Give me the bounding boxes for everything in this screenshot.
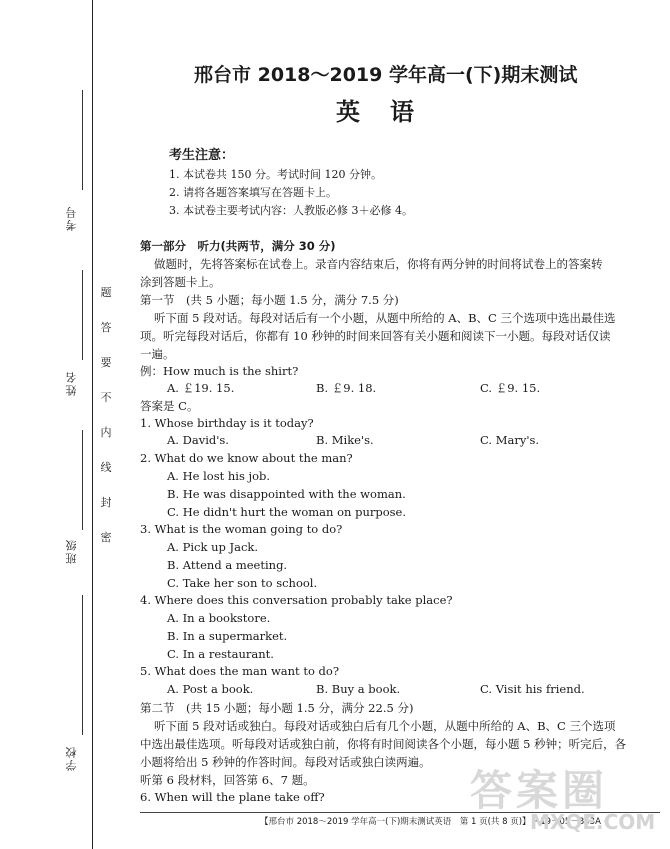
binding-margin (0, 0, 130, 849)
q1-option-b: B. Mike's. (316, 433, 374, 447)
kaohao-field (52, 205, 92, 265)
section2-material: 听第 6 段材料，回答第 6、7 题。 (140, 773, 315, 787)
notice-item: 1. 本试卷共 150 分。考试时间 120 分钟。 (169, 168, 382, 181)
xingming-underline-area (52, 270, 92, 360)
seal-char: 答 (100, 321, 112, 334)
section2-title: 第二节 (共 15 小题；每小题 1.5 分，满分 22.5 分) (140, 701, 414, 715)
q5-option-c: C. Visit his friend. (480, 682, 585, 696)
section1-instruction: 一遍。 (140, 347, 175, 361)
xingming-field (52, 370, 92, 410)
seal-char: 线 (100, 461, 112, 474)
seal-char: 不 (100, 391, 112, 404)
watermark-logo: 答案圈 (470, 766, 609, 815)
section1-title: 第一节 (共 5 小题；每小题 1.5 分，满分 7.5 分) (140, 293, 399, 307)
example-option-a: A. ￡19. 15. (167, 381, 235, 395)
q4-option-c: C. In a restaurant. (167, 647, 274, 661)
example-question: 例：How much is the shirt? (140, 364, 299, 378)
xingming-label: 姓名 (65, 370, 78, 396)
section1-instruction: 项。听完每段对话后，你都有 10 秒钟的时间来回答有关小题和阅读下一小题。每段对话仅读 (140, 329, 611, 343)
question-4: 4. Where does this conversation probably take place? (140, 593, 453, 607)
footer-text: 【邢台市 2018～2019 学年高一(下)期末测试英语 第 1 页(共 8 页)】 · 19－05－353A · (260, 817, 607, 827)
xuexiao-underline-area (52, 595, 92, 735)
section2-instruction: 听下面 5 段对话或独白。每段对话或独白后有几个小题，从题中所给的 A、B、C 三个选项 (154, 719, 616, 733)
part1-title: 第一部分 听力(共两节，满分 30 分) (140, 239, 336, 253)
notice-title: 考生注意： (169, 148, 235, 163)
part1-intro: 涂到答题卡上。 (140, 275, 221, 289)
seal-notice (98, 285, 114, 565)
example-option-b: B. ￡9. 18. (316, 381, 377, 395)
example-answer: 答案是 C。 (140, 399, 199, 413)
exam-subject: 英语 (336, 98, 444, 126)
section2-instruction: 中选出最佳选项。听每段对话或独白前，你将有时间阅读各个小题，每小题 5 秒钟；听完后，各 (140, 737, 627, 751)
banji-label: 班级 (65, 538, 78, 564)
q5-option-b: B. Buy a book. (316, 682, 401, 696)
binding-line (92, 0, 93, 849)
q4-option-a: A. In a bookstore. (167, 611, 271, 625)
seal-char: 密 (100, 531, 112, 544)
q5-option-a: A. Post a book. (167, 682, 254, 696)
question-2: 2. What do we know about the man? (140, 451, 353, 465)
q1-option-a: A. David's. (167, 433, 229, 447)
banji-field (52, 538, 92, 578)
q2-option-c: C. He didn't hurt the woman on purpose. (167, 505, 407, 519)
example-option-c: C. ￡9. 15. (480, 381, 541, 395)
seal-char: 题 (100, 286, 112, 299)
q3-option-a: A. Pick up Jack. (167, 540, 259, 554)
question-6: 6. When will the plane take off? (140, 790, 325, 804)
q2-option-a: A. He lost his job. (167, 469, 271, 483)
xuexiao-label: 学校 (65, 745, 78, 771)
notice-item: 2. 请将各题答案填写在答题卡上。 (169, 186, 337, 199)
q3-option-c: C. Take her son to school. (167, 576, 318, 590)
section1-instruction: 听下面 5 段对话。每段对话后有一个小题，从题中所给的 A、B、C 三个选项中选出最佳选 (154, 311, 616, 325)
q4-option-b: B. In a supermarket. (167, 629, 288, 643)
seal-char: 封 (100, 496, 112, 509)
q3-option-b: B. Attend a meeting. (167, 558, 288, 572)
kaohao-label: 考号 (65, 205, 78, 231)
question-3: 3. What is the woman going to do? (140, 522, 343, 536)
part1-intro: 做题时，先将答案标在试卷上。录音内容结束后，你将有两分钟的时间将试卷上的答案转 (154, 257, 603, 271)
q1-option-c: C. Mary's. (480, 433, 540, 447)
section2-instruction: 小题将给出 5 秒钟的作答时间。每段对话或独白读两遍。 (140, 755, 431, 769)
banji-underline-area (52, 430, 92, 530)
exam-page (140, 0, 660, 849)
kaohao-underline-area (52, 90, 92, 190)
q2-option-b: B. He was disappointed with the woman. (167, 487, 406, 501)
seal-char: 要 (100, 356, 112, 369)
question-1: 1. Whose birthday is it today? (140, 416, 314, 430)
notice-item: 3. 本试卷主要考试内容：人教版必修 3＋必修 4。 (169, 204, 413, 217)
exam-title: 邢台市 2018～2019 学年高一(下)期末测试 (194, 64, 578, 86)
watermark-url: MXQE.COM (530, 810, 656, 834)
seal-char: 内 (100, 426, 112, 439)
xuexiao-field (52, 745, 92, 785)
question-5: 5. What does the man want to do? (140, 664, 339, 678)
